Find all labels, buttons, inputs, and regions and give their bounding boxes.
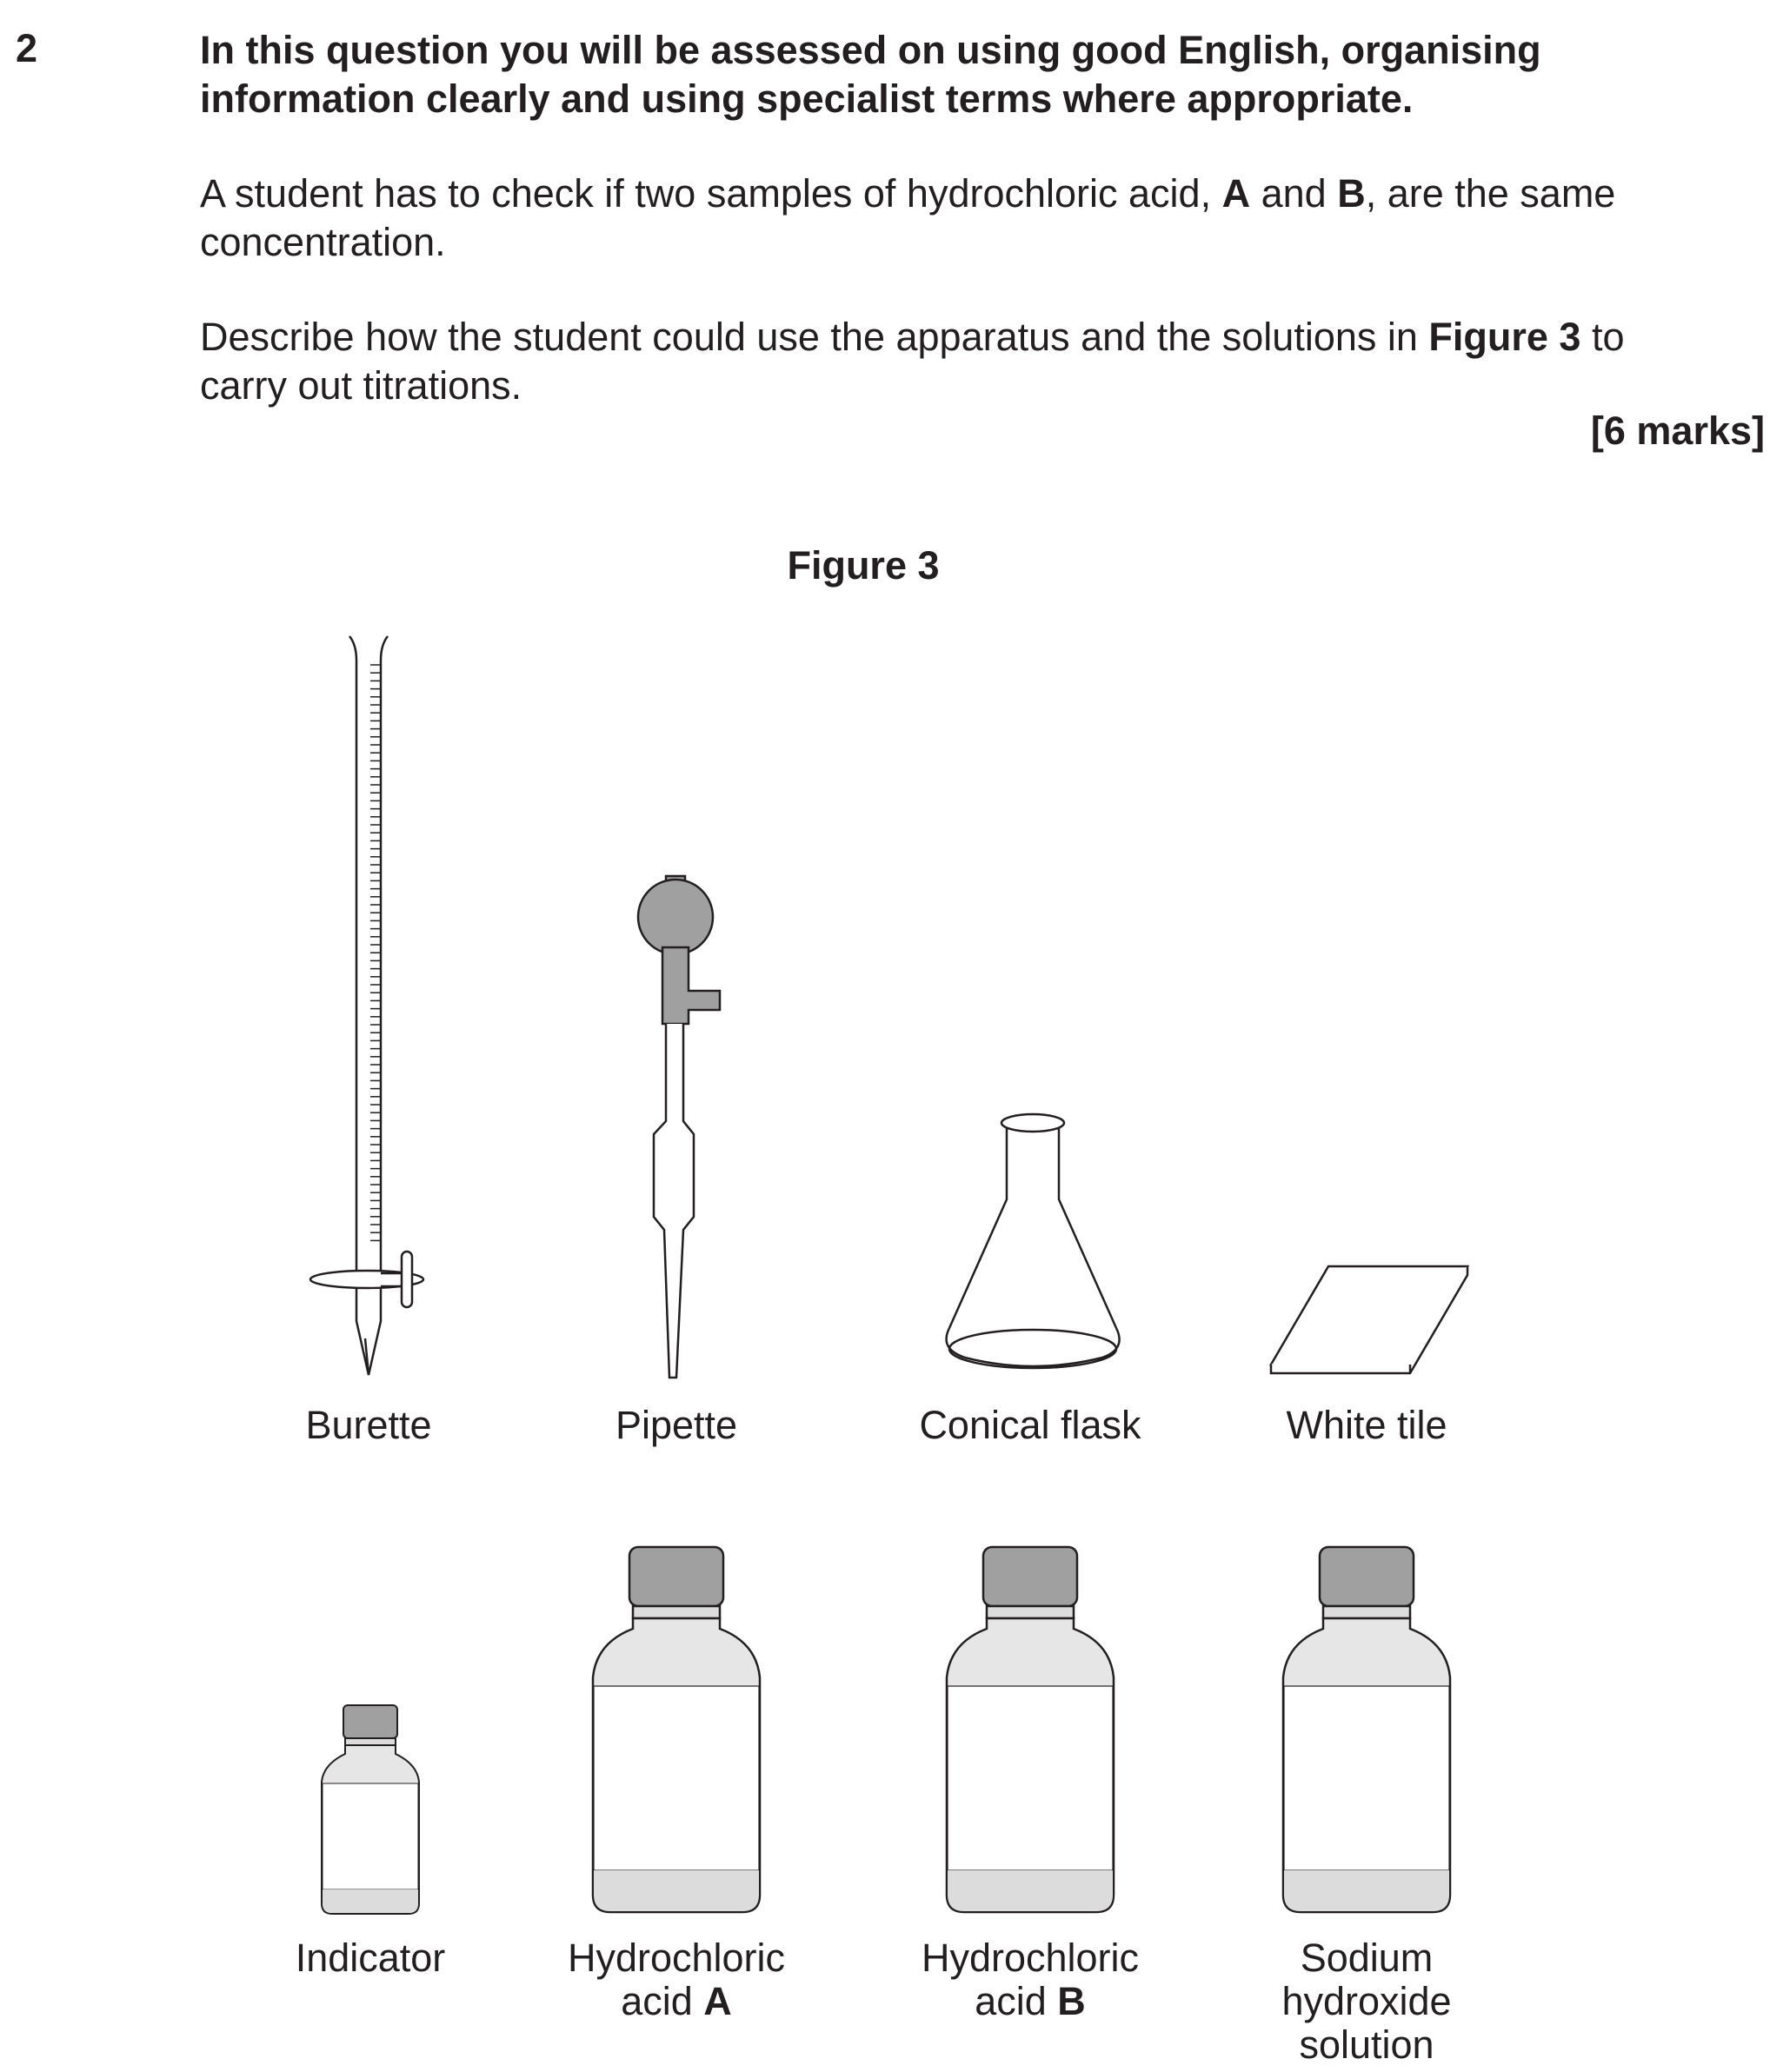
label-pipette: Pipette bbox=[615, 1403, 738, 1447]
sample-b-ref: B bbox=[1337, 171, 1366, 216]
instruction-line-1: In this question you will be assessed on using good English, organising bbox=[200, 28, 1541, 72]
burette-icon bbox=[310, 636, 423, 1375]
hydrochloric-acid-a-bottle-icon bbox=[593, 1547, 760, 1912]
marks-allocation: [6 marks] bbox=[1590, 408, 1765, 453]
label-naoh-line-1: Sodium bbox=[1300, 1936, 1434, 1980]
label-hcl-b-line-2: acid B bbox=[975, 1979, 1086, 2023]
label-hcl-a-line-1: Hydrochloric bbox=[567, 1936, 786, 1980]
task-line-2: carry out titrations. bbox=[200, 363, 522, 408]
white-tile-icon bbox=[1271, 1266, 1467, 1373]
label-white-tile: White tile bbox=[1286, 1403, 1447, 1447]
context-line-2: concentration. bbox=[200, 220, 446, 264]
label-hydrochloric-acid-b bbox=[856, 1936, 1204, 2023]
sample-a-ref: A bbox=[1221, 171, 1251, 216]
label-hydrochloric-acid-a bbox=[502, 1936, 850, 2023]
task-text-2: to bbox=[1580, 315, 1625, 359]
label-burette: Burette bbox=[305, 1403, 432, 1447]
conical-flask-icon bbox=[947, 1114, 1120, 1368]
figure-title: Figure 3 bbox=[787, 543, 940, 588]
label-conical-flask: Conical flask bbox=[919, 1403, 1141, 1447]
context-text-2: , are the same bbox=[1365, 171, 1616, 216]
sodium-hydroxide-bottle-icon bbox=[1283, 1547, 1450, 1912]
label-hcl-b-line-1: Hydrochloric bbox=[921, 1936, 1140, 1980]
indicator-bottle-icon bbox=[322, 1705, 419, 1914]
label-hcl-a-line-2: acid A bbox=[621, 1979, 732, 2023]
label-hcl-b-letter: B bbox=[1057, 1979, 1086, 2023]
question-number: 2 bbox=[16, 26, 38, 70]
figure-ref: Figure 3 bbox=[1428, 315, 1581, 359]
pipette-icon bbox=[638, 876, 720, 1378]
label-hcl-a-letter: A bbox=[703, 1979, 732, 2023]
context-and: and bbox=[1250, 171, 1338, 216]
hydrochloric-acid-b-bottle-icon bbox=[947, 1547, 1114, 1912]
label-naoh-line-2: hydroxide bbox=[1281, 1979, 1452, 2023]
label-indicator: Indicator bbox=[295, 1936, 446, 1980]
context-text-1: A student has to check if two samples of hydrochloric acid, bbox=[200, 171, 1222, 216]
label-naoh-line-3: solution bbox=[1299, 2022, 1434, 2067]
task-text-1: Describe how the student could use the apparatus and the solutions in bbox=[200, 315, 1429, 359]
instruction-line-2: information clearly and using specialist terms where appropriate. bbox=[200, 76, 1414, 121]
label-sodium-hydroxide-solution bbox=[1193, 1936, 1540, 2067]
